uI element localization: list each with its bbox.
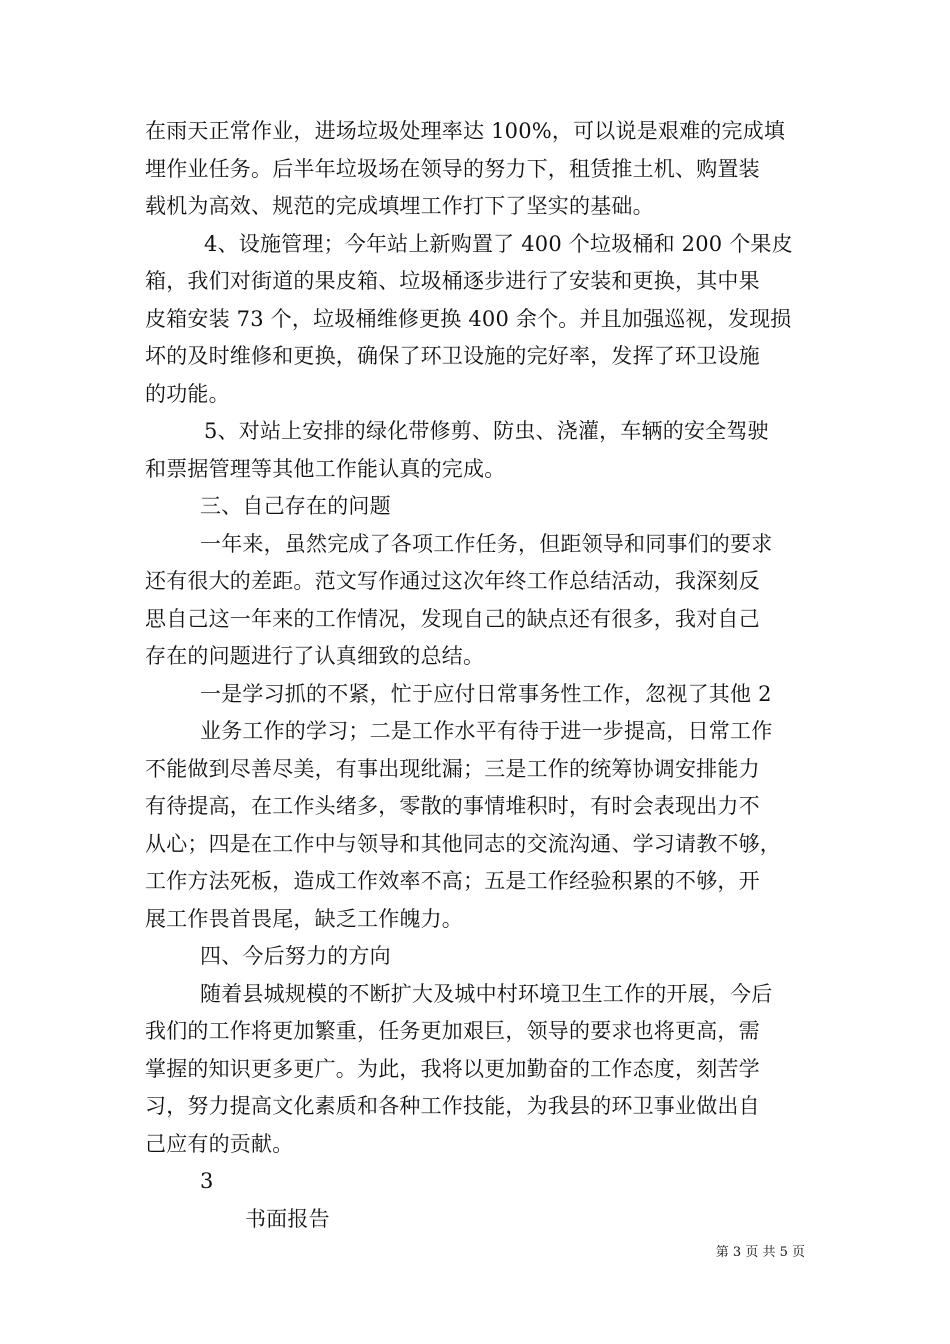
text-line: 有待提高，在工作头绪多，零散的事情堆积时，有时会表现出力不 bbox=[145, 794, 760, 818]
text-line: 掌握的知识更多更广。为此，我将以更加勤奋的工作态度，刻苦学 bbox=[145, 1056, 760, 1081]
text-line: 在雨天正常作业，进场垃圾处理率达 100%，可以说是艰难的完成填 bbox=[145, 119, 786, 143]
text-line: 己应有的贡献。 bbox=[145, 1131, 294, 1156]
document-body bbox=[145, 113, 815, 1238]
text-line: 还有很大的差距。范文写作通过这次年终工作总结活动，我深刻反 bbox=[145, 569, 760, 593]
text-line: 展工作畏首畏尾，缺乏工作魄力。 bbox=[145, 906, 463, 931]
text-line: 4、设施管理；今年站上新购置了 400 个垃圾桶和 200 个果皮 bbox=[204, 231, 793, 256]
text-line: 业务工作的学习；二是工作水平有待于进一步提高，日常工作 bbox=[200, 719, 773, 743]
text-line: 载机为高效、规范的完成填埋工作打下了坚实的基础。 bbox=[145, 194, 654, 218]
text-line: 思自己这一年来的工作情况，发现自己的缺点还有很多，我对自己 bbox=[145, 606, 760, 631]
text-line: 我们的工作将更加繁重，任务更加艰巨，领导的要求也将更高，需 bbox=[145, 1019, 760, 1043]
text-line: 工作方法死板，造成工作效率不高；五是工作经验积累的不够，开 bbox=[145, 869, 760, 893]
text-line: 的功能。 bbox=[145, 381, 230, 406]
text-line: 皮箱安装 73 个，垃圾桶维修更换 400 余个。并且加强巡视，发现损 bbox=[145, 306, 792, 331]
text-line: 一是学习抓的不紧，忙于应付日常事务性工作，忽视了其他 2 bbox=[200, 681, 772, 706]
text-line: 埋作业任务。后半年垃圾场在领导的努力下，租赁推土机、购置装 bbox=[145, 156, 760, 181]
text-line: 随着县城规模的不断扩大及城中村环境卫生工作的开展，今后 bbox=[200, 981, 773, 1006]
text-line: 箱，我们对街道的果皮箱、垃圾桶逐步进行了安装和更换，其中果 bbox=[145, 269, 760, 293]
section-heading: 四、今后努力的方向 bbox=[200, 944, 391, 968]
text-line: 坏的及时维修和更换，确保了环卫设施的完好率，发挥了环卫设施 bbox=[145, 344, 760, 368]
text-line: 不能做到尽善尽美，有事出现纰漏；三是工作的统筹协调安排能力 bbox=[145, 756, 760, 781]
inline-page-number: 3 bbox=[200, 1169, 214, 1193]
text-line: 习，努力提高文化素质和各种工作技能，为我县的环卫事业做出自 bbox=[145, 1094, 760, 1118]
text-line: 5、对站上安排的绿化带修剪、防虫、浇灌，车辆的安全驾驶 bbox=[204, 419, 769, 443]
text-line: 存在的问题进行了认真细致的总结。 bbox=[145, 644, 485, 668]
section-heading: 三、自己存在的问题 bbox=[200, 494, 391, 518]
report-label: 书面报告 bbox=[245, 1206, 330, 1231]
page-indicator: 第 3 页 共 5 页 bbox=[715, 1245, 805, 1260]
text-line: 一年来，虽然完成了各项工作任务，但距领导和同事们的要求 bbox=[200, 531, 773, 556]
text-line: 和票据管理等其他工作能认真的完成。 bbox=[145, 456, 506, 481]
text-line: 从心；四是在工作中与领导和其他同志的交流沟通、学习请教不够， bbox=[145, 831, 781, 856]
